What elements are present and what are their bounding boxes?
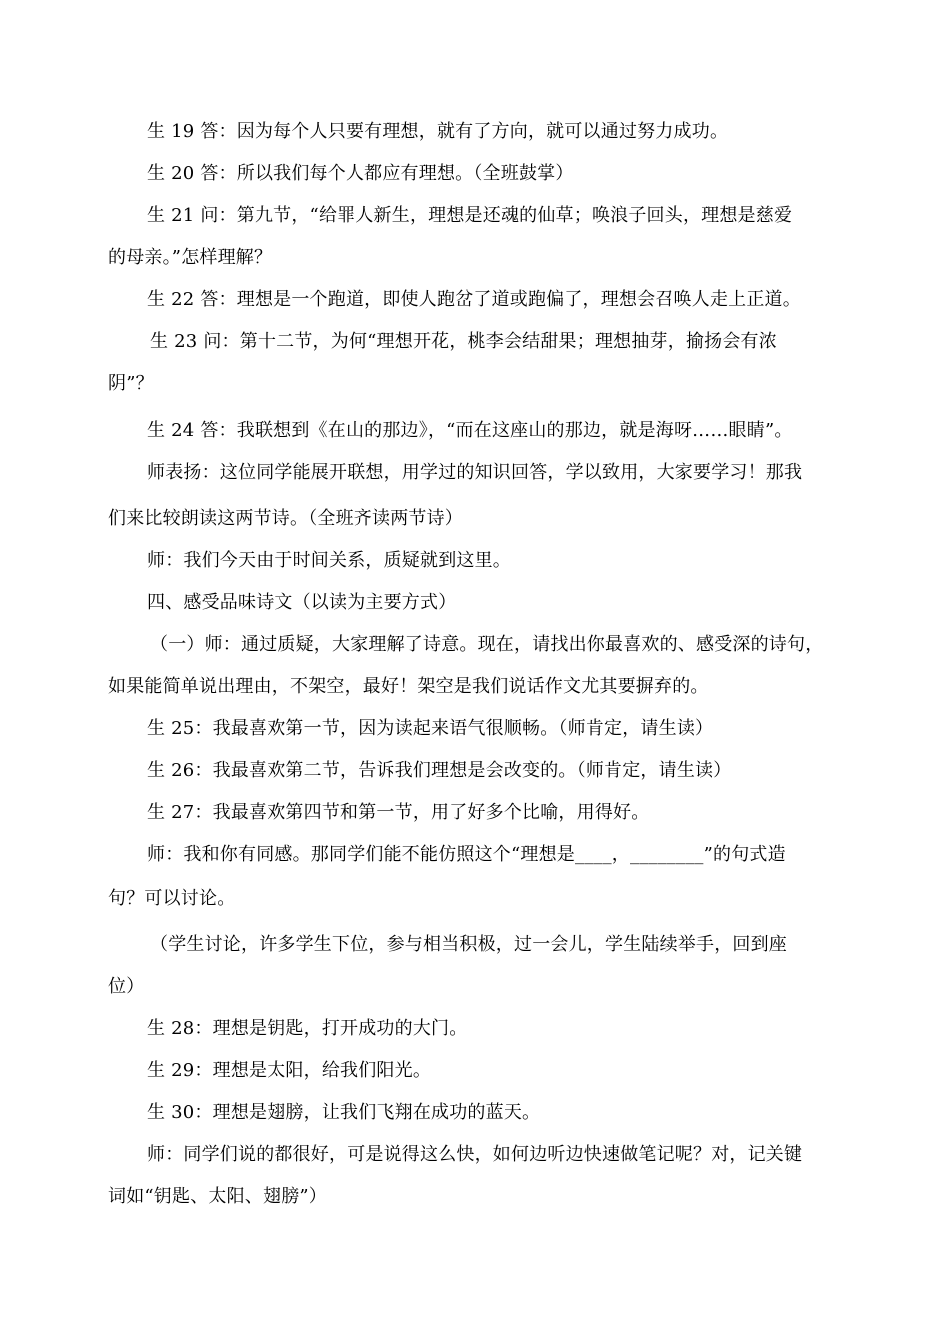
paragraph-line: 如果能简单说出理由，不架空，最好！架空是我们说话作文尤其要摒弃的。 bbox=[108, 676, 709, 697]
paragraph-line: 生 23 问：第十二节，为何“理想开花，桃李会结甜果；理想抽芽，揄扬会有浓 bbox=[150, 331, 777, 352]
paragraph-line: 生 26：我最喜欢第二节，告诉我们理想是会改变的。（师肯定，请生读） bbox=[147, 760, 732, 781]
paragraph-line: （学生讨论，许多学生下位，参与相当积极，过一会儿，学生陆续举手，回到座 bbox=[150, 934, 787, 955]
paragraph-line: 生 29：理想是太阳，给我们阳光。 bbox=[147, 1060, 432, 1081]
paragraph-line: 们来比较朗读这两节诗。（全班齐读两节诗） bbox=[108, 508, 463, 529]
paragraph-line: 师：我们今天由于时间关系，质疑就到这里。 bbox=[147, 550, 511, 571]
paragraph-line: 师：同学们说的都很好，可是说得这么快，如何边听边快速做笔记呢？对，记关键 bbox=[147, 1144, 803, 1165]
paragraph-line: 生 24 答：我联想到《在山的那边》，“而在这座山的那边，就是海呀……眼睛”。 bbox=[147, 420, 793, 441]
paragraph-line: 生 22 答：理想是一个跑道，即使人跑岔了道或跑偏了，理想会召唤人走上正道。 bbox=[147, 289, 801, 310]
paragraph-line: 生 20 答：所以我们每个人都应有理想。（全班鼓掌） bbox=[147, 163, 574, 184]
paragraph-line: 师表扬：这位同学能展开联想，用学过的知识回答，学以致用，大家要学习！那我 bbox=[147, 462, 803, 483]
paragraph-line: 阴”？ bbox=[108, 373, 154, 394]
paragraph-line: 生 25：我最喜欢第一节，因为读起来语气很顺畅。（师肯定，请生读） bbox=[147, 718, 714, 739]
paragraph-line: 句？可以讨论。 bbox=[108, 888, 236, 909]
paragraph-line: 生 28：理想是钥匙，打开成功的大门。 bbox=[147, 1018, 468, 1039]
paragraph-line: 生 30：理想是翅膀，让我们飞翔在成功的蓝天。 bbox=[147, 1102, 541, 1123]
paragraph-line: 生 19 答：因为每个人只要有理想，就有了方向，就可以通过努力成功。 bbox=[147, 121, 729, 142]
paragraph-line: 的母亲。”怎样理解？ bbox=[108, 247, 273, 268]
paragraph-line: 位） bbox=[108, 976, 145, 997]
paragraph-line: （一）师：通过质疑，大家理解了诗意。现在，请找出你最喜欢的、感受深的诗句， bbox=[150, 634, 824, 655]
paragraph-line: 生 27：我最喜欢第四节和第一节，用了好多个比喻，用得好。 bbox=[147, 802, 650, 823]
paragraph-line: 词如“钥匙、太阳、翅膀”） bbox=[108, 1186, 328, 1207]
paragraph-line: 生 21 问：第九节，“给罪人新生，理想是还魂的仙草；唤浪子回头，理想是慈爱 bbox=[147, 205, 793, 226]
section-heading: 四、感受品味诗文（以读为主要方式） bbox=[147, 592, 457, 613]
paragraph-line: 师：我和你有同感。那同学们能不能仿照这个“理想是____，________”的句式造 bbox=[147, 844, 786, 865]
